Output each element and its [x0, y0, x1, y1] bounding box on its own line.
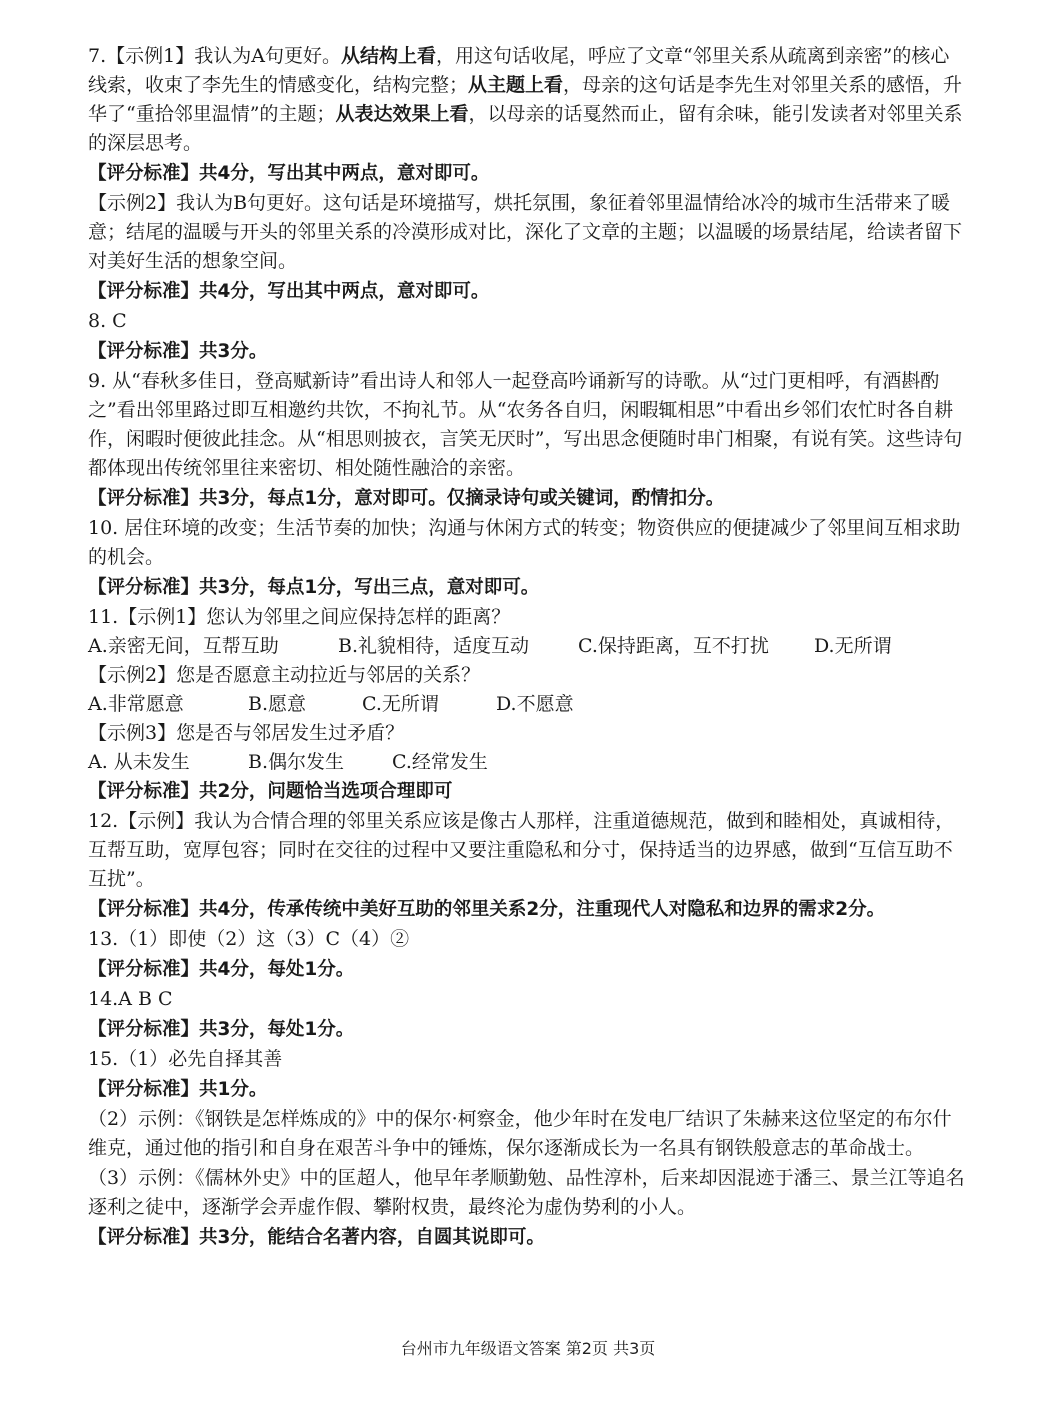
q9-criteria: 【评分标准】共3分，每点1分，意对即可。仅摘录诗句或关键词，酌情扣分。 — [88, 488, 725, 509]
q11-example3: 【示例3】您是否与邻居发生过矛盾？ — [88, 722, 405, 744]
q7-structure-text: ，用这句话收尾，呼应了文章“邻里关系从疏离到亲密”的核心线索，收束了李先生的情感变化，结构完整； — [88, 45, 950, 96]
q7-effect-text: ，以母亲的话戛然而止，留有余味，能引发读者对邻里关系的深层思考。 — [88, 103, 963, 154]
q14-criteria: 【评分标准】共3分，每处1分。 — [88, 1019, 355, 1040]
option-d: D.无所谓 — [814, 635, 892, 657]
q11-criteria: 【评分标准】共2分，问题恰当选项合理即可 — [88, 781, 453, 802]
q12-criteria: 【评分标准】共4分，传承传统中美好互助的邻里关系2分，注重现代人对隐私和边界的需求2分。 — [88, 899, 886, 920]
q7-example1-lead: 7.【示例1】我认为A句更好。 — [88, 45, 341, 67]
q14-answer: 14.A B C — [88, 988, 173, 1010]
q8-criteria: 【评分标准】共3分。 — [88, 341, 268, 362]
q12-answer: 12.【示例】我认为合情合理的邻里关系应该是像古人那样，注重道德规范，做到和睦相处，真诚相待，互帮互助，宽厚包容；同时在交往的过程中又要注重隐私和分寸，保持适当的边界感，做到“互信互助不互扰”。 — [88, 810, 955, 890]
q15-criteria-1: 【评分标准】共1分。 — [88, 1079, 268, 1100]
q15-part2: （2）示例：《钢铁是怎样炼成的》中的保尔·柯察金，他少年时在发电厂结识了朱赫来这位坚定的布尔什维克，通过他的指引和自身在艰苦斗争中的锤炼，保尔逐渐成长为一名具有钢铁般意志的革命战士。 — [88, 1108, 952, 1159]
option-c: C.无所谓 — [362, 693, 439, 715]
q13-criteria: 【评分标准】共4分，每处1分。 — [88, 959, 355, 980]
q11-example3-options — [88, 748, 968, 777]
option-a: A.亲密无间，互帮互助 — [88, 635, 279, 657]
q7-criteria-1: 【评分标准】共4分，写出其中两点，意对即可。 — [88, 163, 490, 184]
q7-example2: 【示例2】我认为B句更好。这句话是环境描写，烘托氛围，象征着邻里温情给冰冷的城市生活带来了暖意；结尾的温暖与开头的邻里关系的冷漠形成对比，深化了文章的主题；以温暖的场景结尾，给读者留下对美好生活的想象空间。 — [88, 192, 963, 272]
option-a: A.非常愿意 — [88, 693, 184, 715]
q7-example1 — [88, 42, 968, 158]
q15-part3: （3）示例：《儒林外史》中的匡超人，他早年孝顺勤勉、品性淳朴，后来却因混迹于潘三、景兰江等追名逐利之徒中，逐渐学会弄虚作假、攀附权贵，最终沦为虚伪势利的小人。 — [88, 1167, 965, 1218]
q9-answer: 9. 从“春秋多佳日，登高赋新诗”看出诗人和邻人一起登高吟诵新写的诗歌。从“过门更相呼，有酒斟酌之”看出邻里路过即互相邀约共饮，不拘礼节。从“农务各自归，闲暇辄相思”中看出乡邻们农忙时各自耕作，闲暇时便彼此挂念。从“相思则披衣，言笑无厌时”，写出思念便随时串门相聚，有说有笑。这些诗句都体现出传统邻里往来密切、相处随性融洽的亲密。 — [88, 370, 963, 479]
q15-part1: 15.（1）必先自择其善 — [88, 1048, 283, 1070]
option-b: B.愿意 — [248, 693, 307, 715]
q11-example2: 【示例2】您是否愿意主动拉近与邻居的关系？ — [88, 664, 481, 686]
q7-effect-heading: 从表达效果上看 — [335, 103, 469, 125]
q7-structure-heading: 从结构上看 — [340, 45, 436, 67]
q7-theme-text: ，母亲的这句话是李先生对邻里关系的感悟，升华了“重拾邻里温情”的主题； — [88, 74, 963, 125]
page-footer: 台州市九年级语文答案 第2页 共3页 — [400, 1339, 656, 1358]
option-c: C.经常发生 — [392, 751, 488, 773]
option-b: B.偶尔发生 — [248, 751, 345, 773]
option-d: D.不愿意 — [496, 693, 574, 715]
q10-answer: 10. 居住环境的改变；生活节奏的加快；沟通与休闲方式的转变；物资供应的便捷减少了邻里间互相求助的机会。 — [88, 517, 961, 568]
q7-theme-heading: 从主题上看 — [468, 74, 564, 96]
option-b: B.礼貌相待，适度互动 — [338, 635, 530, 657]
answer-sheet-body — [88, 42, 968, 1252]
q11-example1: 11.【示例1】您认为邻里之间应保持怎样的距离？ — [88, 606, 511, 628]
q10-criteria: 【评分标准】共3分，每点1分，写出三点，意对即可。 — [88, 577, 540, 598]
q11-example1-options — [88, 632, 968, 661]
q13-answer: 13.（1）即使（2）这（3）C（4）② — [88, 928, 410, 950]
q11-example2-options — [88, 690, 968, 719]
option-a: A. 从未发生 — [88, 751, 190, 773]
q7-criteria-2: 【评分标准】共4分，写出其中两点，意对即可。 — [88, 281, 490, 302]
option-c: C.保持距离，互不打扰 — [578, 635, 769, 657]
q15-criteria-3: 【评分标准】共3分，能结合名著内容，自圆其说即可。 — [88, 1227, 545, 1248]
q8-answer: 8. C — [88, 310, 127, 332]
